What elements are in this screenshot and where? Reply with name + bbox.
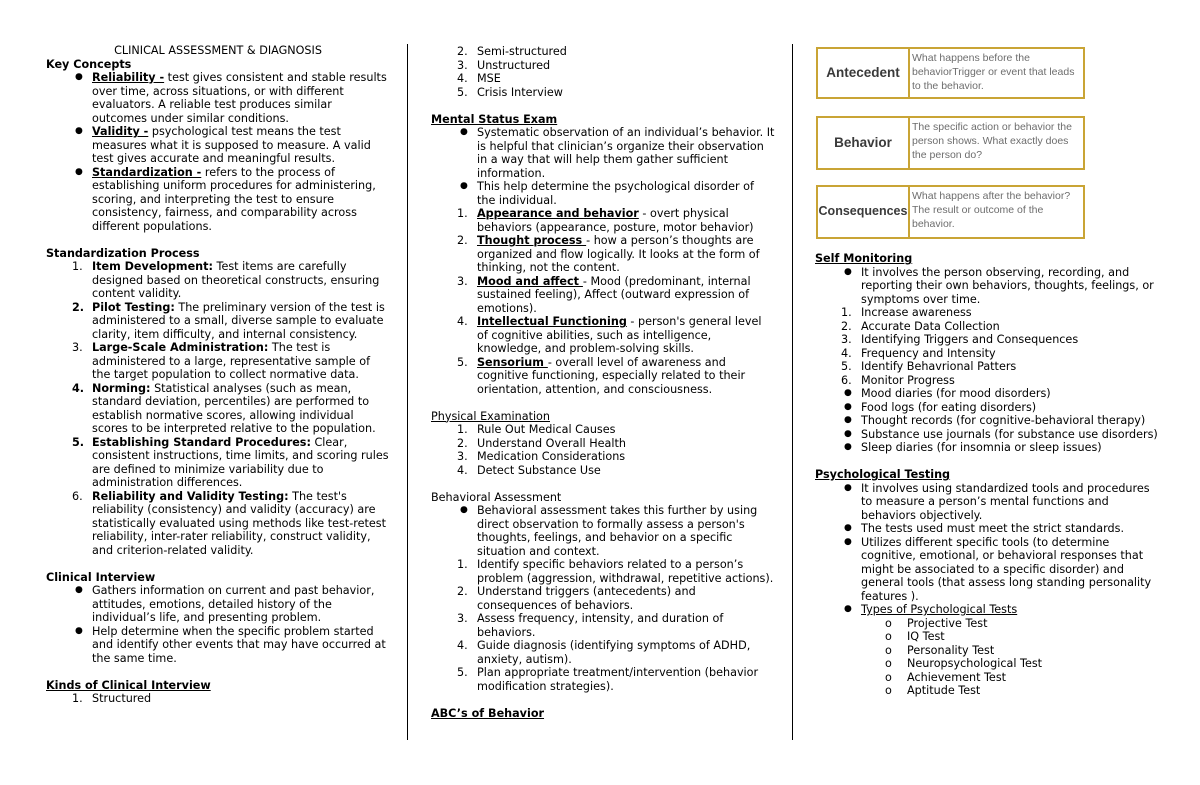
list-item: 3. Identifying Triggers and Consequences	[841, 333, 1079, 346]
ba-bullets	[431, 504, 775, 558]
list-item: 5. Identify Behavrional Patters	[841, 360, 1017, 373]
column-divider-2	[792, 44, 793, 740]
circle-bullet-icon: o	[885, 670, 892, 684]
key-concepts-list	[46, 71, 390, 233]
sm-items	[815, 306, 1160, 387]
list-item: 3. Large-Scale Administration: The test is administered to a large, representative sample of the target population to collect normative data.	[72, 341, 371, 381]
abc-heading: ABC’s of Behavior	[431, 706, 545, 720]
list-item: 4. Detect Substance Use	[457, 463, 601, 477]
abc-label: Consequences	[818, 187, 910, 237]
list-item: ● Help determine when the specific problem started and identify other events that may have occurred at the same time.	[75, 624, 386, 665]
key-concepts-heading: Key Concepts	[46, 57, 132, 71]
list-item: ● It involves the person observing, recording, and reporting their own behaviors, thoughts, feelings, or symptoms over time.	[844, 265, 1154, 306]
bullet-icon: ●	[844, 523, 852, 533]
bullet-icon: ●	[844, 536, 852, 547]
list-item: ● Reliability - test gives consistent and stable results over time, across situations, or with different evaluators. A reliable test produces similar outcomes under similar conditions.	[75, 71, 387, 125]
bullet-icon: ●	[844, 428, 852, 439]
kinds-list	[46, 692, 390, 706]
list-item: 3. Mood and affect - Mood (predominant, internal sustained feeling), Affect (outward expression of emotions).	[457, 274, 751, 315]
bullet-icon: ●	[460, 505, 468, 515]
list-item: 4. Norming: Statistical analyses (such as mean, standard deviation, percentiles) are performed to establish normative scores, allowing individual scores to be interpreted relative to the population.	[72, 381, 376, 435]
bullet-icon: ●	[75, 625, 83, 636]
column-divider-1	[407, 44, 408, 740]
bullet-icon: ●	[460, 181, 468, 191]
abc-label: Behavior	[818, 118, 910, 168]
abc-description: What happens after the behavior? The result or outcome of the behavior.	[912, 190, 1071, 230]
list-item: o IQ Test	[885, 630, 945, 643]
list-item: 5. Establishing Standard Procedures: Clear, consistent instructions, time limits, and scoring rules are defined to minimize variability due to administration differences.	[72, 435, 389, 489]
bullet-icon: ●	[75, 72, 83, 82]
list-item: 4. MSE	[457, 72, 501, 85]
behavioral-assessment-heading: Behavioral Assessment	[431, 490, 562, 504]
standardization-list	[46, 260, 390, 557]
list-item: 1. Identify specific behaviors related to a person’s problem (aggression, withdrawal, repetitive actions).	[457, 558, 774, 585]
bullet-icon: ●	[75, 126, 83, 136]
list-item: ● Thought records (for cognitive-behavioral therapy)	[844, 414, 1146, 427]
list-item: ● Standardization - refers to the process of establishing uniform procedures for administering, scoring, and interpreting the test to ensure consistency, fairness, and comparability across different populations.	[75, 165, 376, 233]
psych-testing-heading: Psychological Testing	[815, 468, 951, 481]
page-title: CLINICAL ASSESSMENT & DIAGNOSIS	[114, 44, 322, 57]
list-item: 1. Increase awareness	[841, 306, 972, 319]
list-item: 3. Assess frequency, intensity, and duration of behaviors.	[457, 612, 724, 639]
list-item: 5. Crisis Interview	[457, 85, 563, 99]
list-item: o Projective Test	[885, 616, 988, 630]
abc-description: The specific action or behavior the person shows. What exactly does the person do?	[912, 121, 1072, 161]
abc-antecedent-box	[816, 47, 1085, 99]
abc-behavior-box	[816, 116, 1085, 170]
list-item: 4. Guide diagnosis (identifying symptoms of ADHD, anxiety, autism).	[457, 639, 751, 666]
mse-heading: Mental Status Exam	[431, 112, 558, 126]
list-item: 1. Structured	[72, 692, 152, 705]
pt-bullets	[815, 482, 1160, 617]
list-item: 6. Reliability and Validity Testing: The test's reliability (consistency) and validity (accuracy) are statistically evaluated using methods like test-retest reliability, inter-rater reliability, construct validity, and criterion-related validity.	[72, 489, 386, 557]
list-item: o Achievement Test	[885, 670, 1007, 684]
abc-description: What happens before the behaviorTrigger or event that leads to the behavior.	[912, 52, 1075, 92]
bullet-icon: ●	[844, 482, 852, 493]
column-3	[815, 252, 1160, 698]
list-item: 4. Intellectual Functioning - person's general level of cognitive abilities, such as intelligence, knowledge, and problem-solving skills.	[457, 315, 762, 355]
kinds-heading: Kinds of Clinical Interview	[46, 678, 211, 692]
list-item: ● Validity - psychological test means the test measures what it is supposed to measure. A valid test gives accurate and meaningful results.	[75, 125, 371, 165]
physical-exam-heading: Physical Examination	[431, 409, 550, 423]
bullet-icon: ●	[844, 415, 852, 425]
bullet-icon: ●	[75, 585, 83, 595]
circle-bullet-icon: o	[885, 616, 892, 630]
bullet-icon: ●	[844, 266, 852, 277]
list-item: 1. Rule Out Medical Causes	[457, 423, 616, 436]
sm-examples	[815, 387, 1160, 455]
list-item: ● It involves using standardized tools and procedures to measure a person’s mental functions and behaviors objectively.	[844, 481, 1150, 522]
list-item: 2. Accurate Data Collection	[841, 319, 1000, 333]
circle-bullet-icon: o	[885, 630, 892, 643]
list-item: 2. Understand triggers (antecedents) and consequences of behaviors.	[457, 585, 696, 612]
bullet-icon: ●	[460, 127, 468, 137]
list-item: 2. Understand Overall Health	[457, 436, 626, 450]
ba-items	[431, 558, 775, 693]
list-item: ● The tests used must meet the strict standards.	[844, 522, 1124, 535]
circle-bullet-icon: o	[885, 643, 892, 657]
abc-consequences-box	[816, 185, 1085, 239]
column-1	[46, 44, 390, 706]
list-item: o Aptitude Test	[885, 684, 981, 697]
bullet-icon: ●	[75, 166, 83, 177]
bullet-icon: ●	[844, 401, 852, 412]
list-item: ● Sleep diaries (for insomnia or sleep issues)	[844, 441, 1102, 454]
list-item: ● Behavioral assessment takes this further by using direct observation to formally assess a person's thoughts, feelings, and behavior on a specific situation and context.	[460, 504, 758, 558]
list-item: 2. Pilot Testing: The preliminary version of the test is administered to a small, diverse sample to evaluate clarity, item difficulty, and internal consistency.	[72, 300, 385, 341]
standardization-heading: Standardization Process	[46, 246, 200, 260]
bullet-icon: ●	[844, 442, 852, 452]
abc-label: Antecedent	[818, 49, 910, 97]
list-item: ● Substance use journals (for substance use disorders)	[844, 427, 1158, 441]
list-item: 6. Monitor Progress	[841, 373, 955, 387]
list-item: 2. Semi-structured	[457, 45, 567, 58]
list-item: ● This help determine the psychological disorder of the individual.	[460, 180, 754, 207]
self-monitoring-heading: Self Monitoring	[815, 252, 913, 265]
list-item: ● Types of Psychological Tests	[844, 603, 1018, 616]
list-item: ● Food logs (for eating disorders)	[844, 400, 1037, 414]
list-item: 1. Item Development: Test items are carefully designed based on theoretical constructs, ensuring content validity.	[72, 260, 380, 300]
circle-bullet-icon: o	[885, 684, 892, 697]
kinds-list-continued	[431, 45, 775, 99]
list-item: 1. Appearance and behavior - overt physical behaviors (appearance, posture, motor behavior)	[457, 207, 754, 234]
column-2	[431, 45, 775, 720]
mse-items	[431, 207, 775, 396]
circle-bullet-icon: o	[885, 657, 892, 670]
list-item: o Personality Test	[885, 643, 995, 657]
test-types-list	[815, 617, 1160, 698]
clinical-interview-heading: Clinical Interview	[46, 570, 156, 584]
list-item: ● Utilizes different specific tools (to determine cognitive, emotional, or behavioral responses that might be associated to a specific disorder) and general tools (that assess long standing personality features ).	[844, 535, 1152, 603]
list-item: 5. Plan appropriate treatment/intervention (behavior modification strategies).	[457, 666, 759, 693]
sm-bullets	[815, 266, 1160, 307]
list-item: ● Systematic observation of an individual’s behavior. It is helpful that clinician’s organize their observation in a way that will help them gather sufficient information.	[460, 126, 775, 180]
list-item: o Neuropsychological Test	[885, 657, 1043, 670]
bullet-icon: ●	[844, 388, 852, 398]
mse-bullets	[431, 126, 775, 207]
physical-exam-list	[431, 423, 775, 477]
bullet-icon: ●	[844, 604, 852, 614]
list-item: ● Gathers information on current and past behavior, attitudes, emotions, detailed history of the individual’s life, and presenting problem.	[75, 584, 375, 624]
list-item: 5. Sensorium - overall level of awareness and cognitive functioning, especially related to their orientation, attention, and consciousness.	[457, 355, 746, 396]
list-item: 3. Unstructured	[457, 58, 551, 72]
clinical-interview-list	[46, 584, 390, 665]
list-item: 2. Thought process - how a person’s thoughts are organized and flow logically. It looks at the form of thinking, not the content.	[457, 234, 760, 274]
list-item: 4. Frequency and Intensity	[841, 346, 996, 360]
list-item: ● Mood diaries (for mood disorders)	[844, 387, 1051, 400]
list-item: 3. Medication Considerations	[457, 450, 626, 463]
